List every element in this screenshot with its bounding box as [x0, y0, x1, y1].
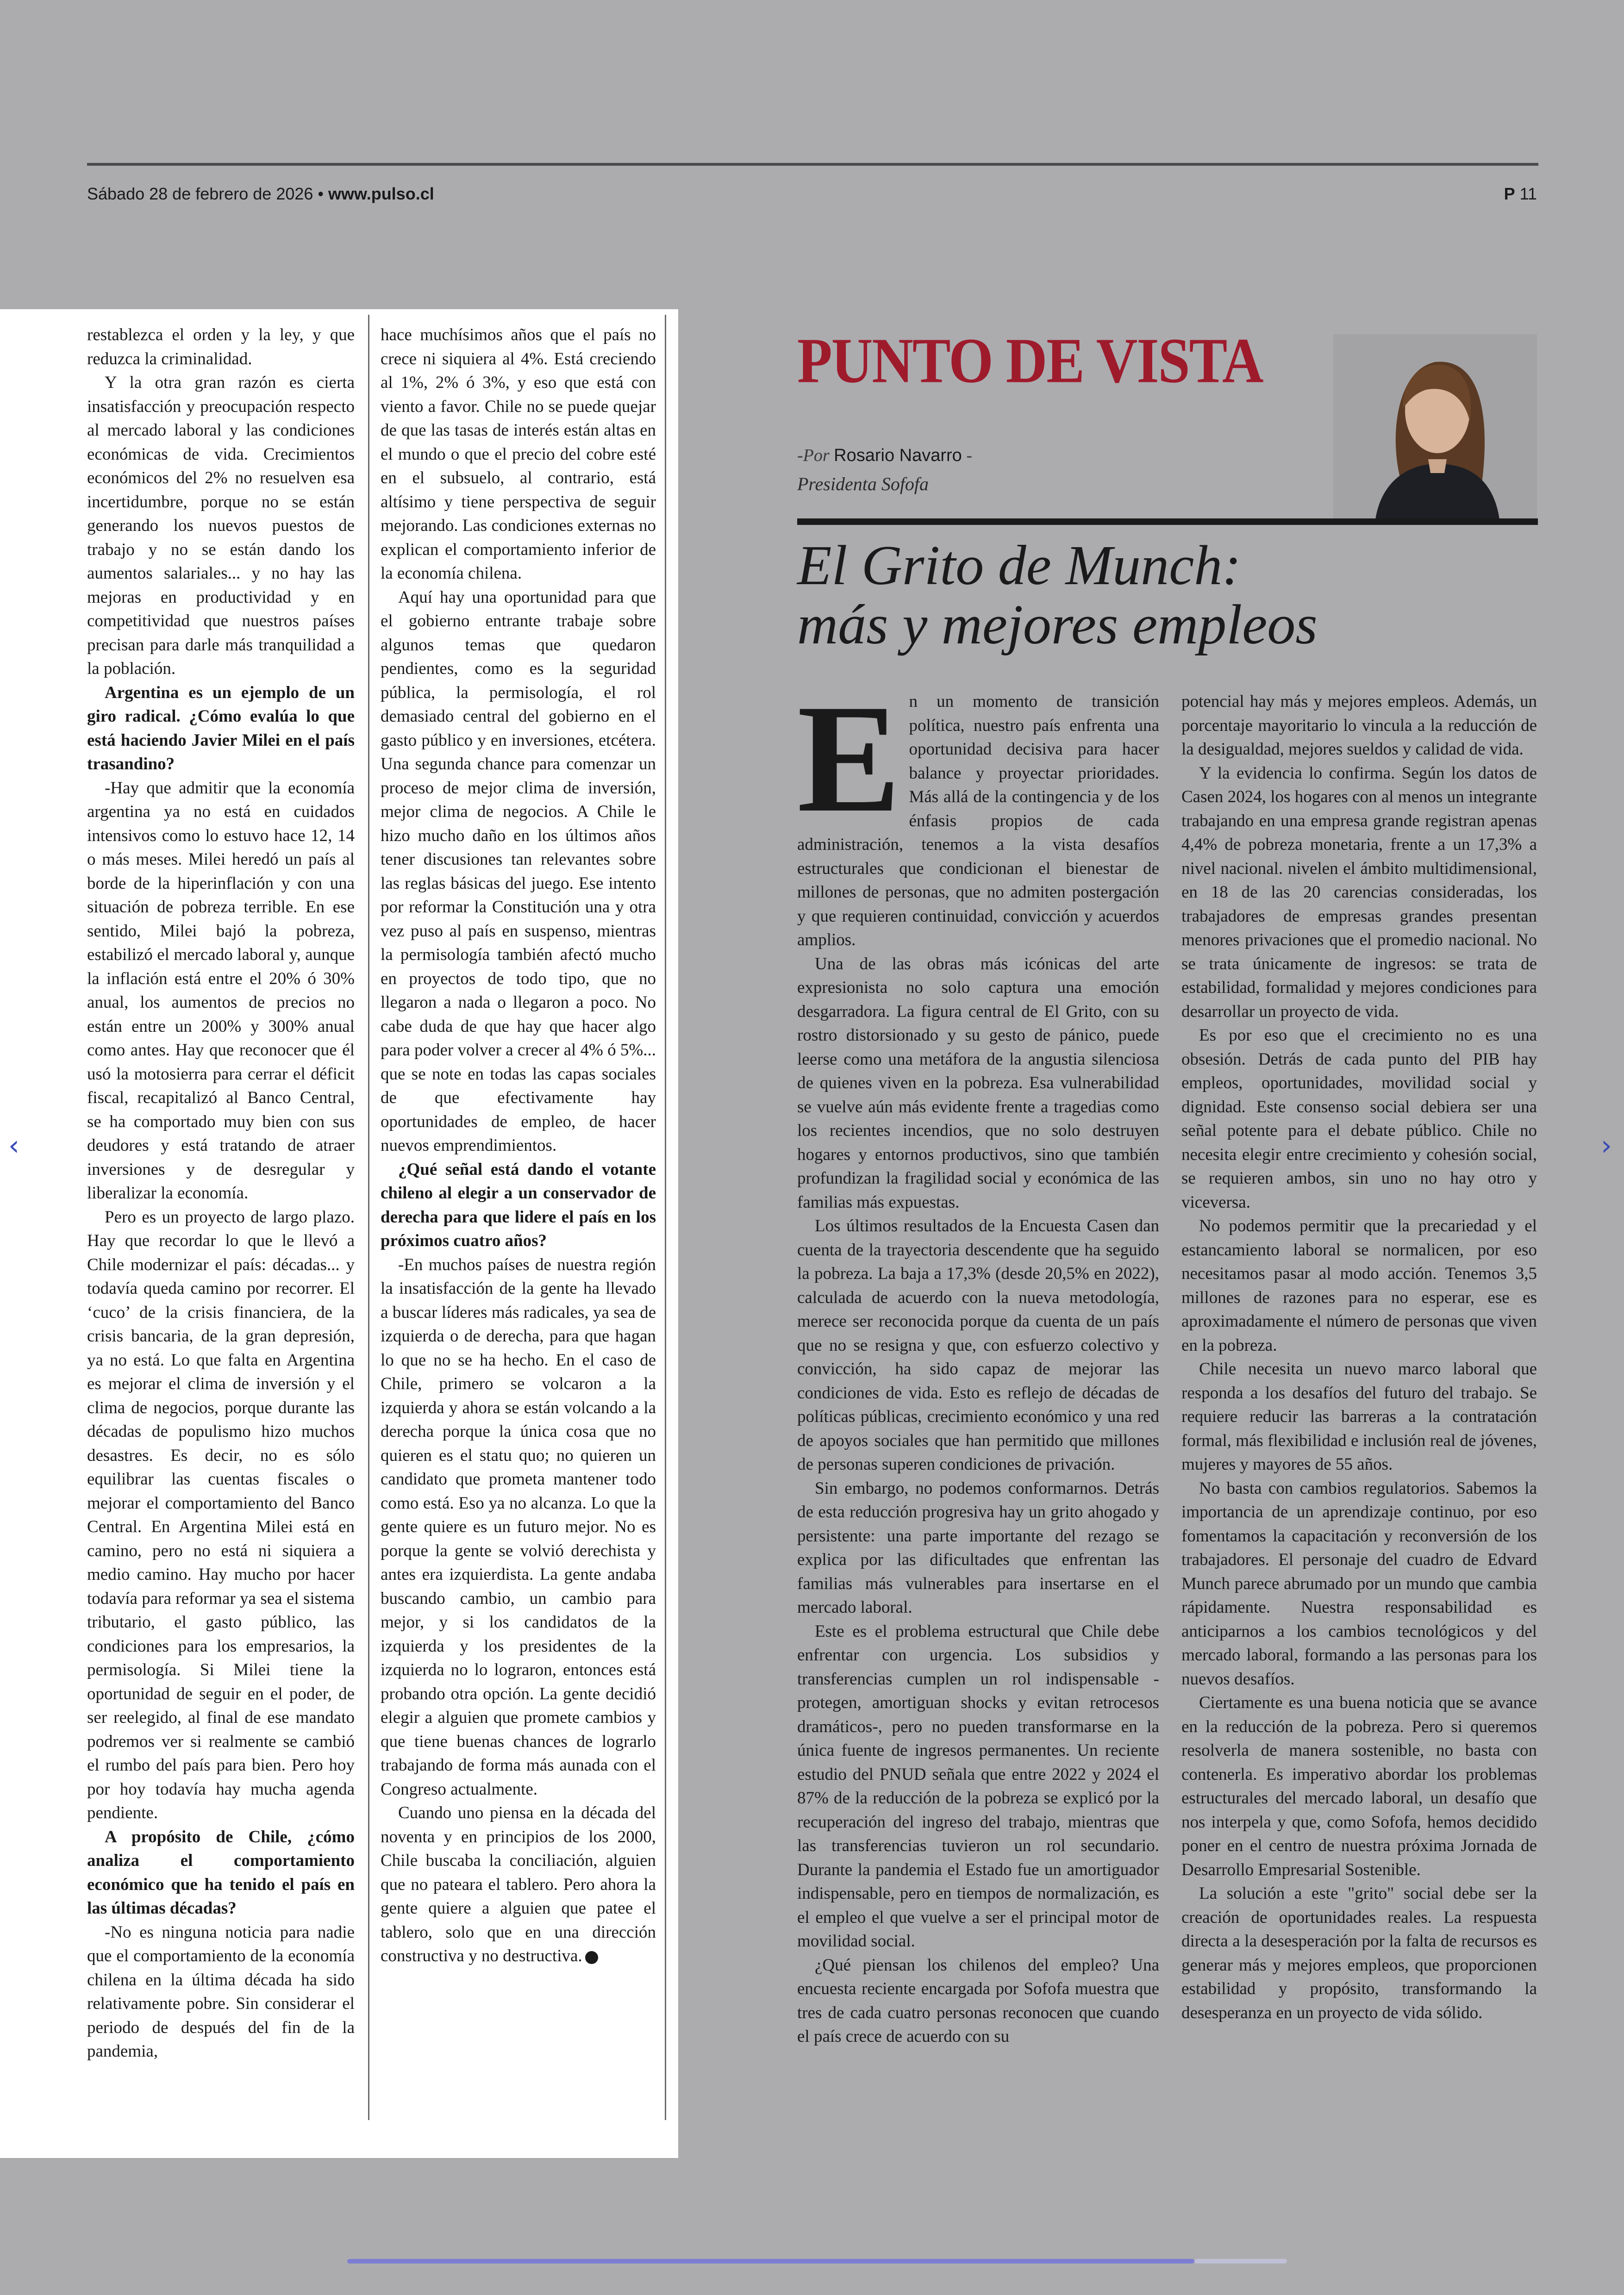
- paragraph-text: Una de las obras más icónicas del arte expresionista no solo captura una emoción desgarradora. La figura central de El Grito, con su rostro distorsionado y su gesto de pánico, puede leerse como una metáfora de la angustia silenciosa de quienes viven en la pobreza. Esa vulnerabilidad se vuelve aún más evidente frente a tragedias como los recientes incendios, que no solo destruyen hogares y entornos productivos, sino que también profundizan la fragilidad social y económica de las familias más expuestas.: [797, 954, 1159, 1212]
- paragraph-text: Cuando uno piensa en la década del noventa y en principios de los 2000, Chile buscaba la conciliación, alguien que no pateara el tablero. Pero ahora la gente quiere a alguien que patee el tablero, solo que en una dirección constructiva y no destructiva.: [381, 1803, 656, 1965]
- byline: [797, 445, 972, 466]
- interview-question: [381, 1158, 656, 1253]
- paragraph: [1181, 1023, 1537, 1214]
- drop-cap: E: [797, 673, 901, 844]
- paragraph-text: ¿Qué piensan los chilenos del empleo? Una encuesta reciente encargada por Sofofa muestra que tres de cada cuatro personas reconocen que cuando el país crece de acuerdo con su: [797, 1955, 1159, 2046]
- date-text: Sábado 28 de febrero de 2026 •: [87, 184, 324, 203]
- paragraph: [797, 1953, 1159, 2049]
- headline-line-2: más y mejores empleos: [797, 593, 1318, 656]
- site-url[interactable]: www.pulso.cl: [328, 184, 434, 203]
- section-title: PUNTO DE VISTA: [797, 325, 1263, 396]
- paragraph-text: No podemos permitir que la precariedad y el estancamiento laboral se normalicen, por eso necesitamos pasar al modo acción. Tenemos 3,5 millones de razones para no esperar, ese es aproximadamente el número de personas que viven en la pobreza.: [1181, 1216, 1537, 1355]
- author-portrait-illustration: [1333, 334, 1537, 523]
- header-rule: [87, 163, 1538, 166]
- paragraph: [797, 1477, 1159, 1620]
- page-scrollbar-thumb[interactable]: [347, 2259, 1194, 2264]
- paragraph-text: n un momento de transición política, nuestro país enfrenta una oportunidad decisiva para hacer balance y proyectar prioridades. Más allá de la contingencia y de los énfasis propios de cada administración, tenemos a la vista desafíos estructurales que condicionan el bienestar de millones de personas, que no admiten postergación y que requieren continuidad, convicción y acuerdos amplios.: [797, 692, 1159, 949]
- article-headline: [797, 536, 1318, 655]
- previous-page-arrow[interactable]: ‹: [8, 1129, 19, 1162]
- page-scrollbar-track[interactable]: [1194, 2259, 1287, 2264]
- paragraph-text: restablezca el orden y la ley, y que reduzca la criminalidad.: [87, 325, 355, 368]
- paragraph-text: Ciertamente es una buena noticia que se avance en la reducción de la pobreza. Pero si queremos resolverla de manera sostenible, no basta con contenerla. Es imperativo abordar los problemas estructurales del mercado laboral, un desafío que nos interpela y que, como Sofofa, hemos decidido poner en el centro de nuestra próxima Jornada de Desarrollo Empresarial Sostenible.: [1181, 1693, 1537, 1879]
- paragraph-text: A propósito de Chile, ¿cómo analiza el comportamiento económico que ha tenido el país en las últimas décadas?: [87, 1827, 355, 1918]
- interview-column-1: [87, 323, 355, 2064]
- paragraph: [381, 1253, 656, 1802]
- paragraph-text: Sin embargo, no podemos conformarnos. Detrás de esta reducción progresiva hay un grito ahogado y persistente: una parte importante del rezago se explica por las dificultades que enfrentan las familias más vulnerables para insertarse en el mercado laboral.: [797, 1478, 1159, 1617]
- page-prefix: P: [1504, 184, 1515, 203]
- paragraph: [1181, 1214, 1537, 1357]
- author-photo: [1333, 334, 1537, 523]
- paragraph: [87, 323, 355, 371]
- page-number-value: 11: [1519, 184, 1537, 203]
- paragraph: [797, 952, 1159, 1215]
- column-divider: [368, 315, 369, 2120]
- paragraph: [1181, 761, 1537, 1024]
- paragraph: [797, 1214, 1159, 1477]
- paragraph: [87, 1921, 355, 2064]
- paragraph-text: ¿Qué señal está dando el votante chileno al elegir a un conservador de derecha para que lidere el país en los próximos cuatro años?: [381, 1160, 656, 1250]
- headline-line-1: El Grito de Munch:: [797, 534, 1241, 597]
- paragraph-text: Los últimos resultados de la Encuesta Casen dan cuenta de la trayectoria descendente que ha seguido la pobreza. La baja a 17,3% (desde 20,5% en 2022), calculada de acuerdo con la nueva metodología, merece ser reconocida porque da cuenta de un país que no se resigna y que, con esfuerzo colectivo y convicción, ha sido capaz de mejorar las condiciones de vida. Esto es reflejo de décadas de políticas públicas, crecimiento económico y una red de apoyos sociales que han permitido que millones de personas superen condiciones de privación.: [797, 1216, 1159, 1474]
- next-page-arrow[interactable]: ›: [1601, 1129, 1612, 1162]
- paragraph: [381, 1801, 656, 1968]
- byline-prefix: -Por: [797, 446, 830, 465]
- paragraph-text: hace muchísimos años que el país no crece ni siquiera al 4%. Está creciendo al 1%, 2% ó 3%, y eso que está con viento a favor. Chile no se puede quejar de que las tasas de interés están altas en el mundo o que el precio del cobre esté en el subsuelo, al contrario, está altísimo y tiene perspectiva de seguir mejorando. Las condiciones externas no explican el comportamiento inferior de la economía chilena.: [381, 325, 656, 583]
- author-role: Presidenta Sofofa: [797, 474, 929, 494]
- opinion-column-1: [797, 673, 1159, 2049]
- paragraph: [797, 673, 1159, 952]
- interview-question: [87, 681, 355, 776]
- paragraph-text: Chile necesita un nuevo marco laboral que responda a los desafíos del futuro del trabajo. Se requiere reducir las barreras a la contratación formal, más flexibilidad e inclusión real de jóvenes, mujeres y mayores de 55 años.: [1181, 1360, 1537, 1474]
- byline-suffix: -: [966, 446, 972, 465]
- paragraph: [1181, 1882, 1537, 2025]
- paragraph-text: Argentina es un ejemplo de un giro radical. ¿Cómo evalúa lo que está haciendo Javier Milei en el país trasandino?: [87, 683, 355, 773]
- interview-column-2: [381, 323, 656, 1968]
- column-divider: [665, 315, 666, 2120]
- paragraph: [87, 776, 355, 1205]
- paragraph-text: -Hay que admitir que la economía argentina ya no está en cuidados intensivos como lo estuvo hace 12, 14 o más meses. Milei heredó un país al borde de la hiperinflación y con una situación de pobreza terrible. En ese sentido, Milei bajó la pobreza, estabilizó el mercado laboral y, aunque la inflación está entre el 20% ó 30% anual, los aumentos de precios no están entre un 200% y 300% anual como antes. Hay que reconocer que él usó la motosierra para cerrar el déficit fiscal, recapitalizó al Banco Central, se ha comportado muy bien con sus deudores y está tratando de atraer inversiones y de desregular y liberalizar la economía.: [87, 778, 355, 1203]
- paragraph-text: -En muchos países de nuestra región la insatisfacción de la gente ha llevado a buscar líderes más radicales, ya sea de izquierda o de derecha, para que hagan lo que no se ha hecho. En el caso de Chile, primero se volcaron a la izquierda y ahora se están volcando a la derecha porque la única cosa que no quieren es el statu quo; no quieren un candidato que prometa mantener todo como está. Eso ya no alcanza. Lo que la gente quiere es un futuro mejor. No es porque la gente se volvió derechista y antes era izquierdista. La gente andaba buscando cambio, un cambio para mejor, y si los candidatos de la izquierda y los presidentes de la izquierda no lo lograron, entonces está probando otra opción. La gente decidió elegir a alguien que promete cambios y que tiene buenas chances de lograrlo trabajando de forma más aunada con el Congreso actualmente.: [381, 1255, 656, 1799]
- paragraph: [87, 371, 355, 681]
- paragraph-text: Este es el problema estructural que Chile debe enfrentar con urgencia. Los subsidios y transferencias cumplen un rol indispensable -protegen, amortiguan shocks y evitan retrocesos dramáticos-, pero no pueden transformarse en la única fuente de ingresos permanentes. Un reciente estudio del PNUD señala que entre 2022 y 2024 el 87% de la reducción de la pobreza se explicó por la recuperación del ingreso del trabajo, mientras que las transferencias tuvieron un rol secundario. Durante la pandemia el Estado fue un amortiguador indispensable, pero en tiempos de normalización, es el empleo el que vuelve a ser el principal motor de movilidad social.: [797, 1621, 1159, 1951]
- paragraph: [381, 323, 656, 586]
- paragraph-text: Y la otra gran razón es cierta insatisfacción y preocupación respecto al mercado laboral y las condiciones económicas de vida. Crecimientos económicos del 2% no resuelven esa incertidumbre, porque no se están generando los nuevos puestos de trabajo y no se están dando los aumentos salariales... y no hay las mejoras en productividad y en competitividad que nuestros países precisan para darle más tranquilidad a la población.: [87, 373, 355, 678]
- paragraph: [381, 586, 656, 1158]
- author-name: Rosario Navarro: [834, 446, 962, 465]
- paragraph-text: No basta con cambios regulatorios. Sabemos la importancia de un aprendizaje continuo, por eso fomentamos la capacitación y reconversión de los trabajadores. El personaje del cuadro de Edvard Munch parece abrumado por un mundo que cambia rápidamente. Nuestra responsabilidad es anticiparnos a los cambios tecnológicos y del mercado laboral, formando a las personas para los nuevos desafíos.: [1181, 1478, 1537, 1689]
- end-mark-icon: [585, 1951, 598, 1964]
- paragraph: [1181, 1477, 1537, 1691]
- paragraph-text: Es por eso que el crecimiento no es una obsesión. Detrás de cada punto del PIB hay empleos, oportunidades, movilidad social y dignidad. Este consenso social debiera ser una señal potente para el debate público. Chile no necesita elegir entre crecimiento y cohesión social, se requieren ambos, sin uno no hay otro y viceversa.: [1181, 1026, 1537, 1212]
- paragraph: [1181, 1691, 1537, 1882]
- headline-rule: [797, 518, 1538, 525]
- paragraph-text: -No es ninguna noticia para nadie que el comportamiento de la economía chilena en la última década ha sido relativamente pobre. Sin considerar el periodo de después del fin de la pandemia,: [87, 1922, 355, 2061]
- paragraph: [1181, 690, 1537, 761]
- page-number: [1504, 184, 1537, 204]
- paragraph: [1181, 1357, 1537, 1477]
- paragraph-text: Pero es un proyecto de largo plazo. Hay que recordar lo que le llevó a Chile modernizar el país: décadas... y todavía queda camino por recorrer. El ‘cuco’ de la crisis financiera, de la crisis bancaria, de la gran depresión, ya no está. Lo que falta en Argentina es mejorar el clima de inversión y el clima de negocios, porque durante las décadas de populismo hizo muchos desastres. Es decir, no es sólo equilibrar las cuentas fiscales o mejorar el comportamiento del Banco Central. En Argentina Milei está en camino, pero no está ni siquiera a medio camino. Hay mucho por hacer todavía para reformar ya sea el sistema tributario, el gasto público, las condiciones para los empresarios, la permisología. Si Milei tiene la oportunidad de seguir en el poder, de ser reelegido, al final de ese mandato podremos ver si realmente se cambió el rumbo del país para bien. Pero hoy por hoy todavía hay mucha agenda pendiente.: [87, 1207, 355, 1822]
- paragraph-text: Aquí hay una oportunidad para que el gobierno entrante trabaje sobre algunos temas que quedaron pendientes, como es la seguridad pública, la permisología, el rol demasiado central del gobierno en el gasto público y en inversiones, etcétera. Una segunda chance para comenzar un proceso de mejor clima de inversión, mejor clima de negocios. A Chile le hizo mucho daño en los últimos años tener discusiones tan relevantes sobre las reglas básicas del juego. Ese intento por reformar la Constitución una y otra vez puso al país en suspenso, mientras la permisología también afectó mucho en proyectos de todo tipo, que no llegaron a nada o llegaron a poco. No cabe duda de que hay que hacer algo para poder volver a crecer al 4% ó 5%... que se note en todas las capas sociales de que efectivamente hay oportunidades de empleo, de hacer nuevos emprendimientos.: [381, 587, 656, 1155]
- opinion-column-2: [1181, 690, 1537, 2025]
- header-date: [87, 184, 434, 204]
- paragraph-text: La solución a este "grito" social debe ser la creación de oportunidades reales. La respuesta directa a la desesperación por la falta de recursos es generar más y mejores empleos, que proporcionen estabilidad y propósito, transformando la desesperanza en un proyecto de vida sólido.: [1181, 1884, 1537, 2022]
- paragraph-text: Y la evidencia lo confirma. Según los datos de Casen 2024, los hogares con al menos un integrante trabajando en una empresa grande registran apenas 4,4% de pobreza monetaria, frente a un 17,3% a nivel nacional. nivelen el ámbito multidimensional, en 18 de las 20 carencias consideradas, los trabajadores de empresas grandes presentan menores privaciones que el promedio nacional. No se trata únicamente de ingresos: se trata de estabilidad, formalidad y mejores condiciones para desarrollar un proyecto de vida.: [1181, 763, 1537, 1021]
- paragraph-text: potencial hay más y mejores empleos. Además, un porcentaje mayoritario lo vincula a la reducción de la desigualdad, mejores sueldos y calidad de vida.: [1181, 692, 1537, 759]
- interview-question: [87, 1825, 355, 1921]
- paragraph: [797, 1620, 1159, 1953]
- paragraph: [87, 1205, 355, 1825]
